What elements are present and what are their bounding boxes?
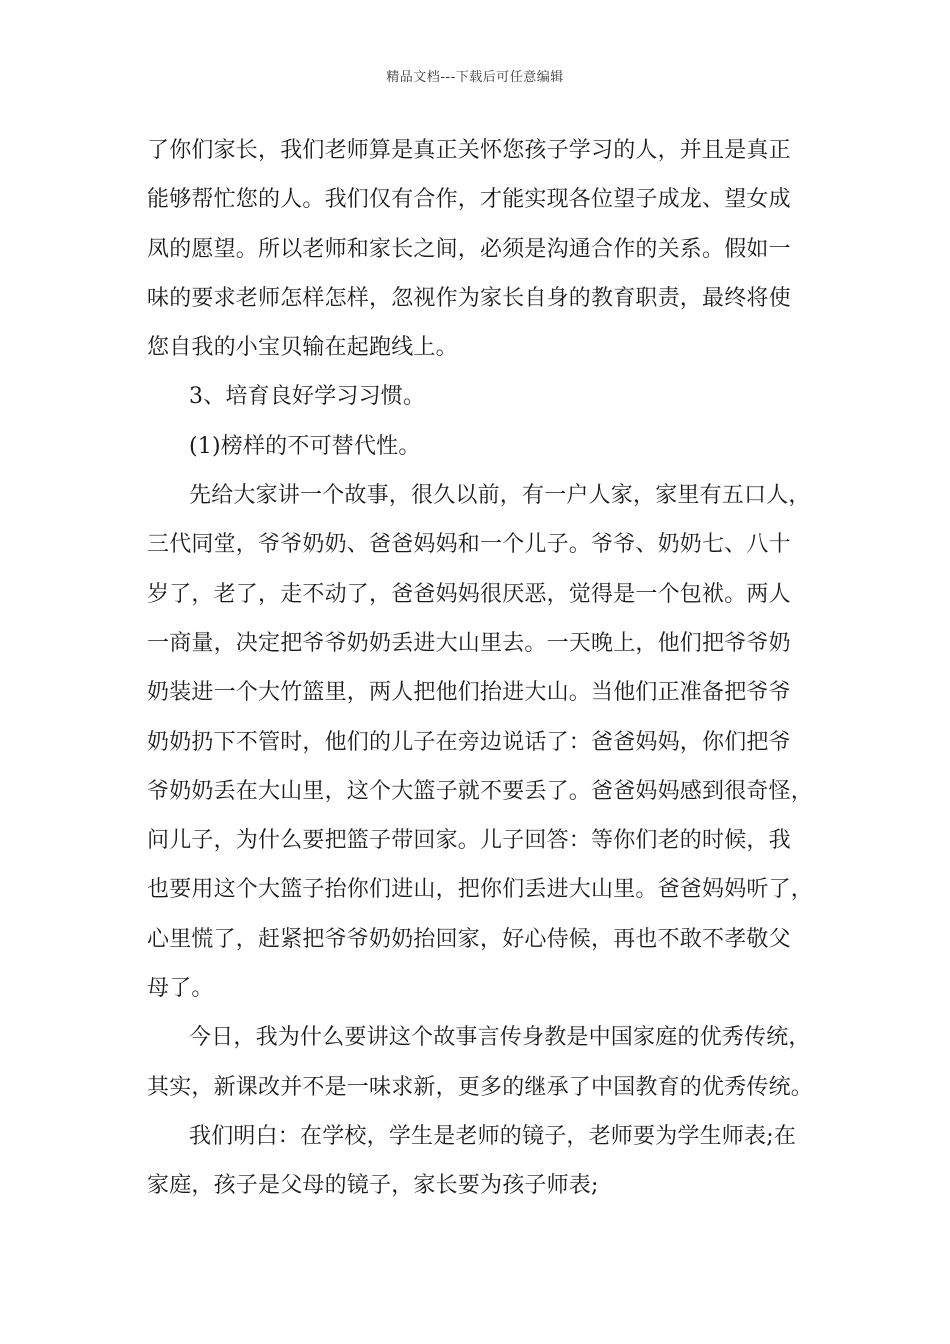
text-line: 今日，我为什么要讲这个故事言传身教是中国家庭的优秀传统， [189, 1025, 811, 1051]
text-line: 也要用这个大篮子抬你们进山，把你们丢进大山里。爸爸妈妈听了， [147, 877, 814, 903]
text-line: 先给大家讲一个故事，很久以前，有一户人家，家里有五口人， [189, 483, 811, 509]
document-body [147, 126, 837, 1211]
text-line: 岁了，老了，走不动了，爸爸妈妈很厌恶，觉得是一个包袱。两人 [147, 581, 791, 607]
text-line: 奶装进一个大竹篮里，两人把他们抬进大山。当他们正准备把爷爷 [147, 680, 791, 706]
text-line: 一商量，决定把爷爷奶奶丢进大山里去。一天晚上，他们把爷爷奶 [147, 630, 791, 656]
text-line: 味的要求老师怎样怎样，忽视作为家长自身的教育职责，最终将使 [147, 285, 791, 311]
text-line: 爷奶奶丢在大山里，这个大篮子就不要丢了。爸爸妈妈感到很奇怪， [147, 778, 814, 804]
text-line: 心里慌了，赶紧把爷爷奶奶抬回家，好心侍候，再也不敢不孝敬父 [147, 926, 791, 952]
text-line: 我们明白：在学校，学生是老师的镜子，老师要为学生师表;在 [189, 1123, 797, 1149]
text-line: 问儿子，为什么要把篮子带回家。儿子回答：等你们老的时候，我 [147, 828, 791, 854]
text-line: 能够帮忙您的人。我们仅有合作，才能实现各位望子成龙、望女成 [147, 187, 791, 213]
text-line: 您自我的小宝贝输在起跑线上。 [147, 335, 458, 361]
text-line: 母了。 [147, 976, 214, 1002]
section-heading: 3、培育良好学习习惯。 [189, 384, 426, 410]
text-line: 了你们家长，我们老师算是真正关怀您孩子学习的人，并且是真正 [147, 138, 791, 163]
text-line: 其实，新课改并不是一味求新，更多的继承了中国教育的优秀传统。 [147, 1074, 814, 1100]
text-line: 奶奶扔下不管时，他们的儿子在旁边说话了：爸爸妈妈，你们把爷 [147, 729, 791, 755]
text-line: 三代同堂，爷爷奶奶、爸爸妈妈和一个儿子。爷爷、奶奶七、八十 [147, 532, 791, 558]
text-line: 家庭，孩子是父母的镜子，家长要为孩子师表; [147, 1173, 599, 1199]
subsection-heading: (1)榜样的不可替代性。 [189, 433, 421, 459]
page-header: 精品文档---下载后可任意编辑 [386, 70, 564, 85]
text-line: 凤的愿望。所以老师和家长之间，必须是沟通合作的关系。假如一 [147, 236, 791, 262]
